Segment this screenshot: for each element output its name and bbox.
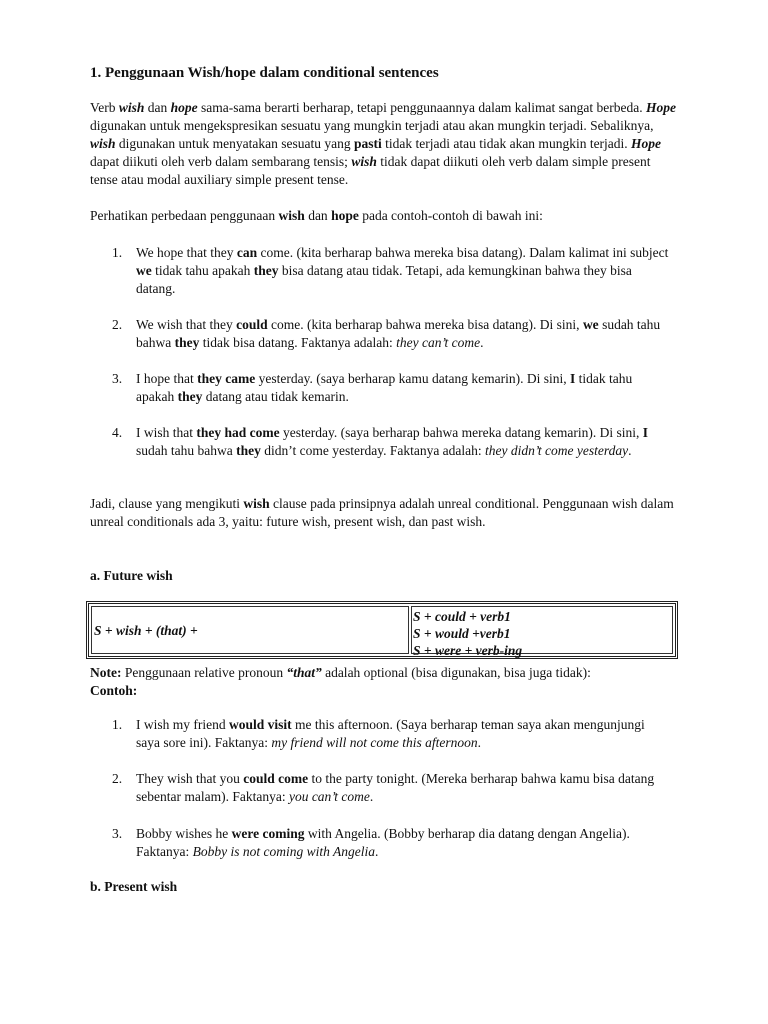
note-line: Note: Penggunaan relative pronoun “that” adalah optional (bisa digunakan, bisa juga tidak): xyxy=(90,665,591,680)
list-item: 1. We hope that they can come. (kita berharap bahwa mereka bisa datang). Dalam kalimat ini subject we tidak tahu apakah they bisa datang atau tidak. Tetapi, ada kemungkinan bahwa they bisa datang. xyxy=(112,245,669,296)
instruction-line: Perhatikan perbedaan penggunaan wish dan hope pada contoh-contoh di bawah ini: xyxy=(90,208,543,223)
list-item: 3. Bobby wishes he were coming with Angelia. (Bobby berharap dia datang dengan Angelia). Faktanya: Bobby is not coming with Angelia. xyxy=(112,826,630,859)
page-title: 1. Penggunaan Wish/hope dalam conditional sentences xyxy=(90,65,439,81)
section-heading-future-wish: a. Future wish xyxy=(90,568,173,583)
formula-line: S + would +verb1 xyxy=(413,626,511,641)
formula-table xyxy=(86,601,678,659)
list-item: 4. I wish that they had come yesterday. (saya berharap bahwa mereka datang kemarin). Di sini, I sudah tahu bahwa they didn’t come yesterday. Faktanya adalah: they didn’t come yesterday. xyxy=(112,425,648,458)
section-heading-present-wish: b. Present wish xyxy=(90,879,178,894)
list-item: 2. They wish that you could come to the party tonight. (Mereka berharap bahwa kamu bisa datang sebentar malam). Faktanya: you can’t come. xyxy=(112,771,655,804)
formula-line: S + could + verb1 xyxy=(413,609,511,624)
formula-left-cell: S + wish + (that) + xyxy=(91,606,409,654)
summary-paragraph: Jadi, clause yang mengikuti wish clause pada prinsipnya adalah unreal conditional. Penggunaan wish dalam unreal conditionals ada 3, yaitu: future wish, present wish, dan past wish. xyxy=(90,496,674,529)
list-item: 2. We wish that they could come. (kita berharap bahwa mereka bisa datang). Di sini, we sudah tahu bahwa they tidak bisa datang. Faktanya adalah: they can’t come. xyxy=(112,317,661,350)
list-item: 1. I wish my friend would visit me this afternoon. (Saya berharap teman saya akan mengunjungi saya sore ini). Faktanya: my friend will not come this afternoon. xyxy=(112,717,645,750)
intro-paragraph: Verb wish dan hope sama-sama berarti berharap, tetapi penggunaannya dalam kalimat sangat berbeda. Hope digunakan untuk mengekspresikan sesuatu yang mungkin terjadi atau akan mungkin terjadi. Sebaliknya, wish digunakan untuk menyatakan sesuatu yang pasti tidak terjadi atau tidak akan mungkin terjadi. Hope dapat diikuti oleh verb dalam sembarang tensis; wish tidak dapat diikuti oleh verb dalam simple present tense atau modal auxiliary simple present tense. xyxy=(90,100,676,187)
contoh-label: Contoh: xyxy=(90,683,138,698)
formula-right-cell xyxy=(411,606,673,658)
list-item: 3. I hope that they came yesterday. (saya berharap kamu datang kemarin). Di sini, I tidak tahu apakah they datang atau tidak kemarin. xyxy=(112,371,633,404)
formula-line: S + were + verb-ing xyxy=(413,643,523,658)
